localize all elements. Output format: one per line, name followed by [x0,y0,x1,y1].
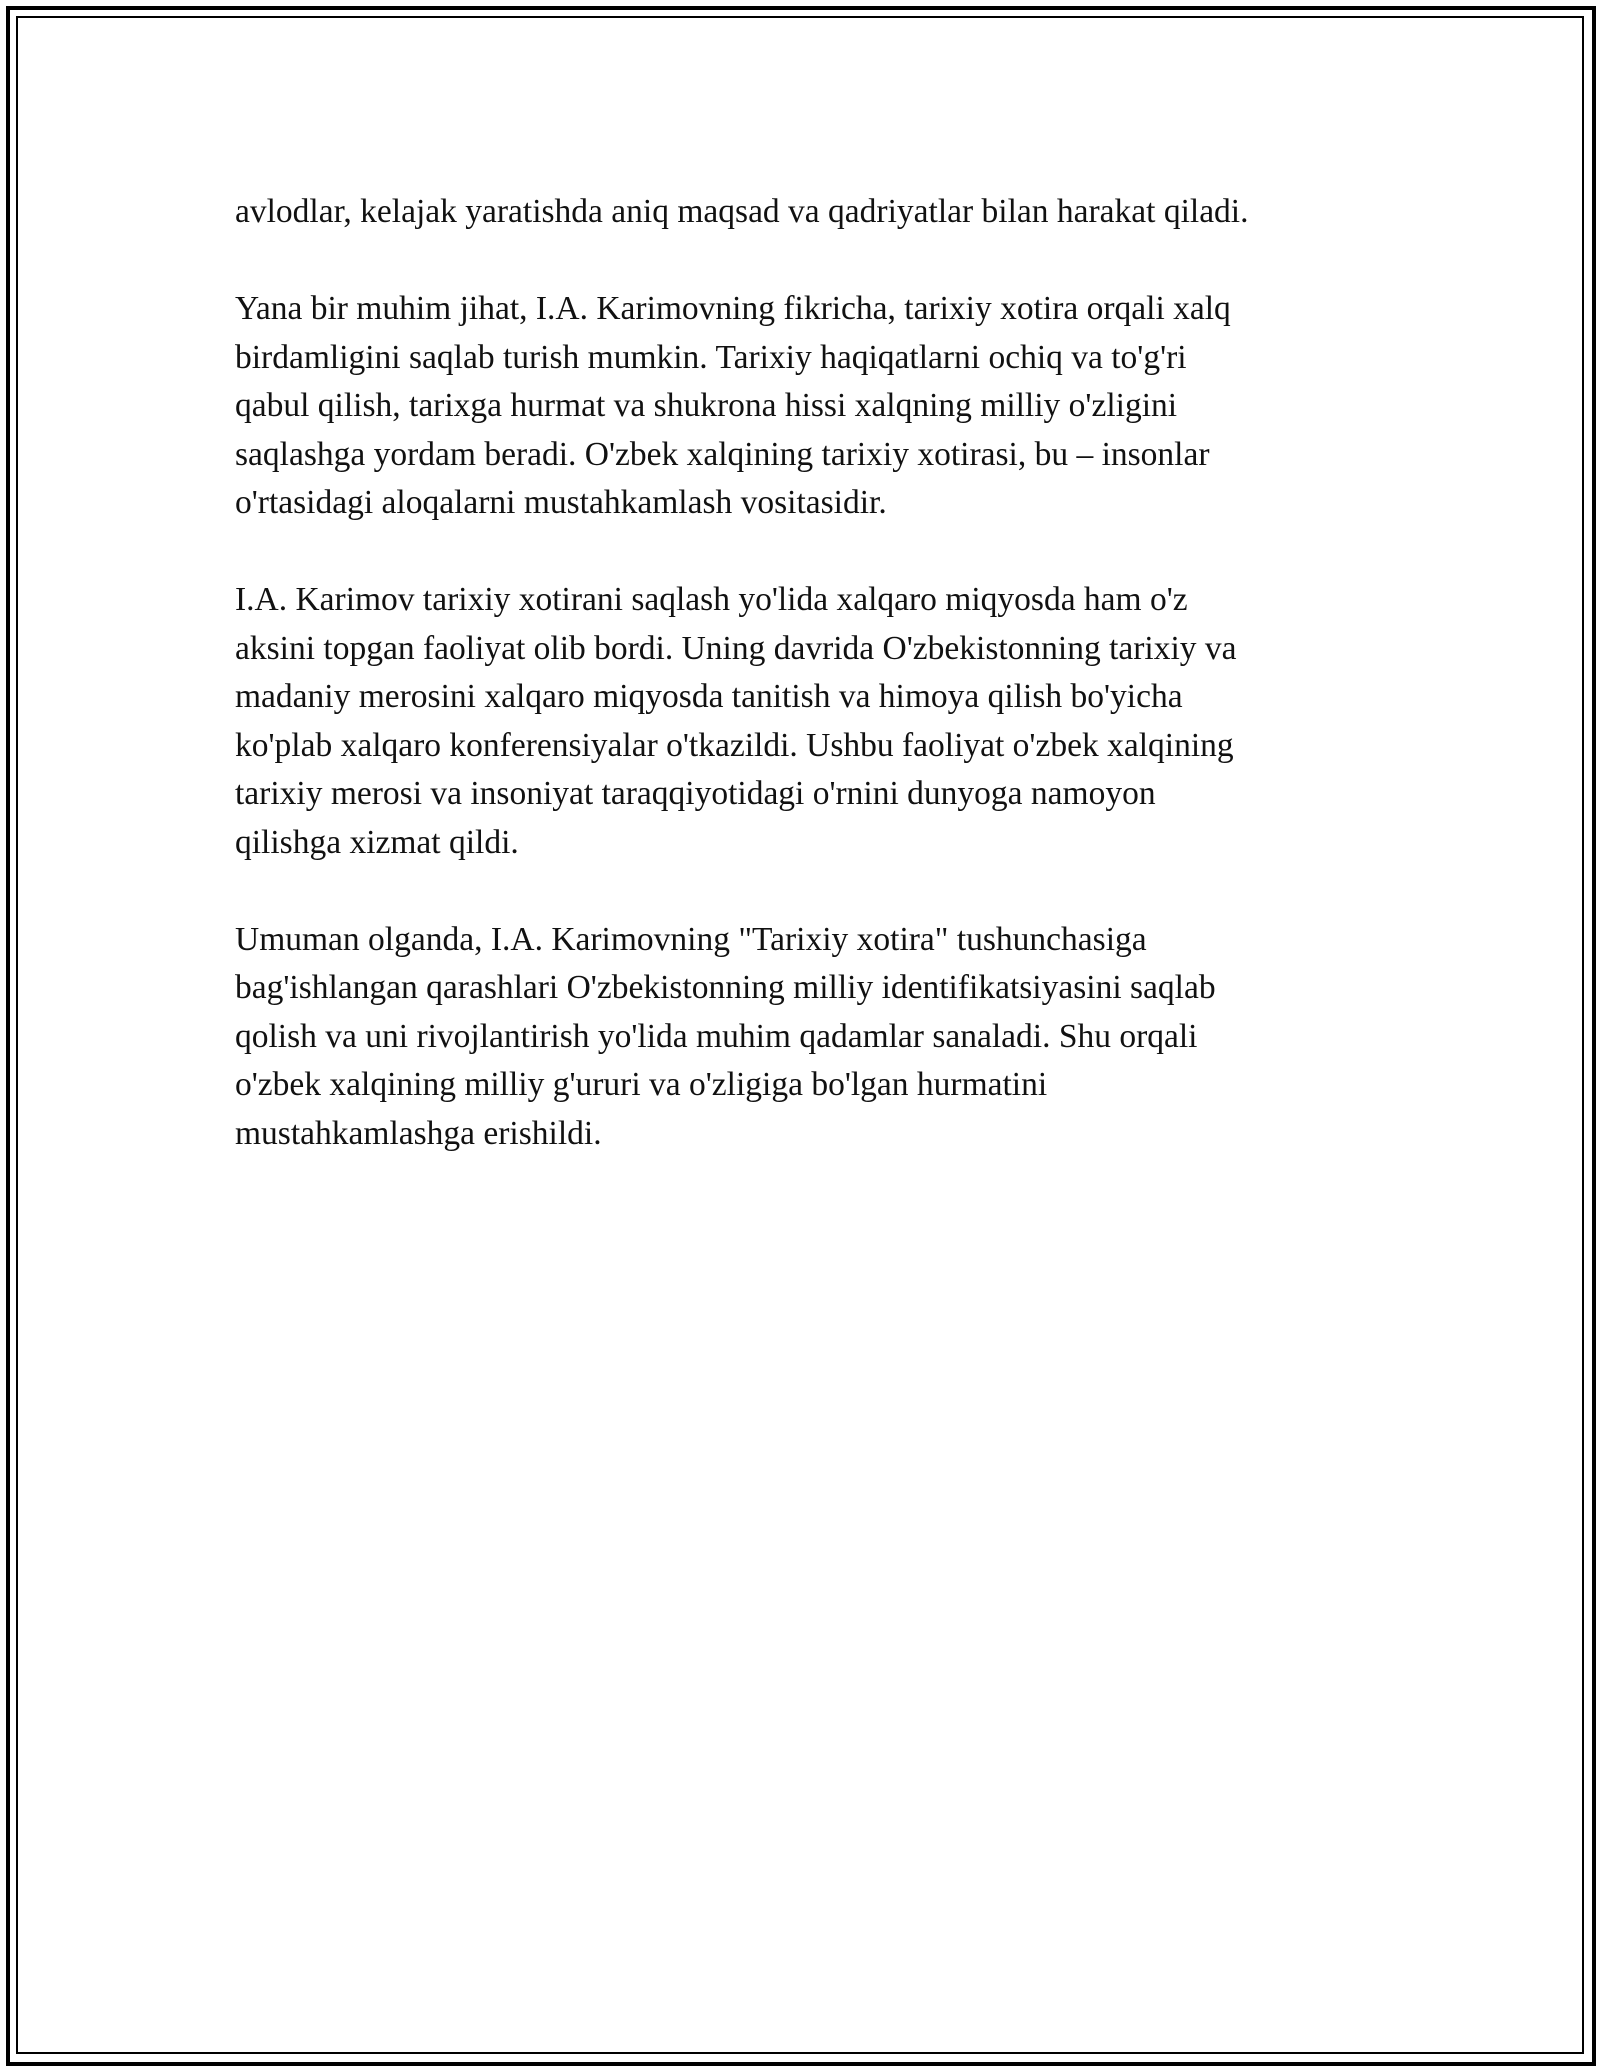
paragraph-4: Umuman olganda, I.A. Karimovning "Tarixiy xotira" tushunchasiga bag'ishlangan qarashlari O'zbekistonning milliy identifikatsiyasini saqlab qolish va uni rivojlantirish yo'lida muhim qadamlar sanaladi. Shu orqali o'zbek xalqining milliy g'ururi va o'zligiga bo'lgan hurmatini mustahkamlashga erishildi. [235,920,1216,1152]
paragraph-3: I.A. Karimov tarixiy xotirani saqlash yo'lida xalqaro miqyosda ham o'z aksini topgan faoliyat olib bordi. Uning davrida O'zbekistonning tarixiy va madaniy merosini xalqaro miqyosda tanitish va himoya qilish bo'yicha ko'plab xalqaro konferensiyalar o'tkazildi. Ushbu faoliyat o'zbek xalqining tarixiy merosi va insoniyat taraqqiyotidagi o'rnini dunyoga namoyon qilishga xizmat qildi. [235,581,1237,861]
paragraph-2: Yana bir muhim jihat, I.A. Karimovning fikricha, tarixiy xotira orqali xalq birdamligini saqlab turish mumkin. Tarixiy haqiqatlarni ochiq va to'g'ri qabul qilish, tarixga hurmat va shukrona hissi xalqning milliy o'zligini saqlashga yordam beradi. O'zbek xalqining tarixiy xotirasi, bu – insonlar o'rtasidagi aloqalarni mustahkamlash vositasidir. [235,290,1231,521]
paragraph-1: avlodlar, kelajak yaratishda aniq maqsad va qadriyatlar bilan harakat qiladi. [235,193,1249,230]
document-body [235,188,1375,1207]
